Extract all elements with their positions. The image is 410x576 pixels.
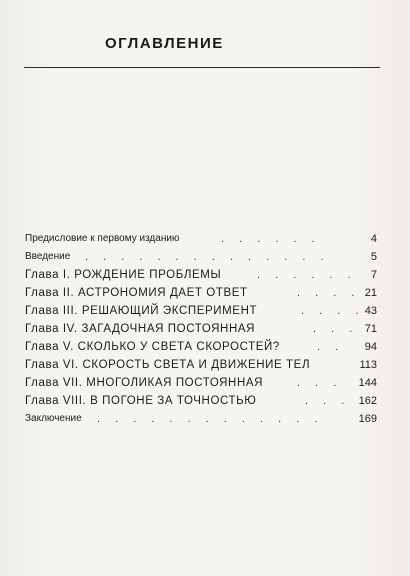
toc-entry — [25, 392, 377, 410]
toc-leader-dots: . . . . . . — [221, 233, 321, 245]
toc-entry — [25, 356, 377, 374]
toc-leader-dots: . . . . . . . . . . . . . . — [85, 251, 330, 263]
toc-entry-title: Введение — [25, 251, 71, 262]
toc-entry-title: Заключение — [25, 413, 82, 424]
toc-leader-dots: . . . . . . — [257, 269, 357, 281]
toc-entry-title: Глава VII. МНОГОЛИКАЯ ПОСТОЯННАЯ — [25, 377, 264, 389]
toc-entry — [25, 338, 377, 356]
toc-entry-title: Глава VI. СКОРОСТЬ СВЕТА И ДВИЖЕНИЕ ТЕЛ — [25, 359, 311, 371]
toc-entry — [25, 302, 377, 320]
toc-entry-title: Глава II. АСТРОНОМИЯ ДАЕТ ОТВЕТ — [25, 287, 248, 299]
toc-entry — [25, 248, 377, 266]
toc-entry-page: 162 — [358, 395, 377, 407]
toc-entry — [25, 320, 377, 338]
toc-entry — [25, 230, 377, 248]
toc-entry — [25, 410, 377, 428]
toc-entry-title: Глава V. СКОЛЬКО У СВЕТА СКОРОСТЕЙ? — [25, 341, 280, 353]
page-title: ОГЛАВЛЕНИЕ — [105, 35, 224, 52]
toc-entry-page: 21 — [364, 287, 377, 299]
toc-leader-dots: . . . . — [297, 287, 361, 299]
toc-leader-dots: . . . . — [301, 305, 365, 317]
toc-entry — [25, 374, 377, 392]
toc-entry-page: 94 — [364, 341, 377, 353]
toc-entry-title: Глава VIII. В ПОГОНЕ ЗА ТОЧНОСТЬЮ — [25, 395, 257, 407]
toc-entry-page: 7 — [370, 269, 377, 281]
toc-entry-page: 113 — [359, 359, 377, 371]
table-of-contents — [25, 230, 377, 428]
toc-entry-title: Глава IV. ЗАГАДОЧНАЯ ПОСТОЯННАЯ — [25, 323, 256, 335]
toc-entry-page: 169 — [358, 413, 377, 425]
toc-entry-page: 71 — [364, 323, 377, 335]
toc-leader-dots: . . . — [305, 395, 351, 407]
toc-entry — [25, 266, 377, 284]
toc-entry-title: Предисловие к первому изданию — [25, 233, 180, 244]
toc-entry-page: 5 — [370, 251, 377, 263]
toc-leader-dots: . . . — [313, 323, 359, 335]
toc-leader-dots: . . . . . . . . . . . . . — [97, 413, 324, 425]
toc-leader-dots: . . . — [297, 377, 343, 389]
toc-entry-title: Глава III. РЕШАЮЩИЙ ЭКСПЕРИМЕНТ — [25, 305, 258, 317]
toc-leader-dots: . . — [317, 341, 345, 353]
title-rule — [24, 67, 380, 68]
toc-entry — [25, 284, 377, 302]
toc-entry-title: Глава I. РОЖДЕНИЕ ПРОБЛЕМЫ — [25, 269, 222, 281]
toc-entry-page: 144 — [358, 377, 377, 389]
toc-entry-page: 43 — [364, 305, 377, 317]
toc-entry-page: 4 — [370, 233, 377, 245]
